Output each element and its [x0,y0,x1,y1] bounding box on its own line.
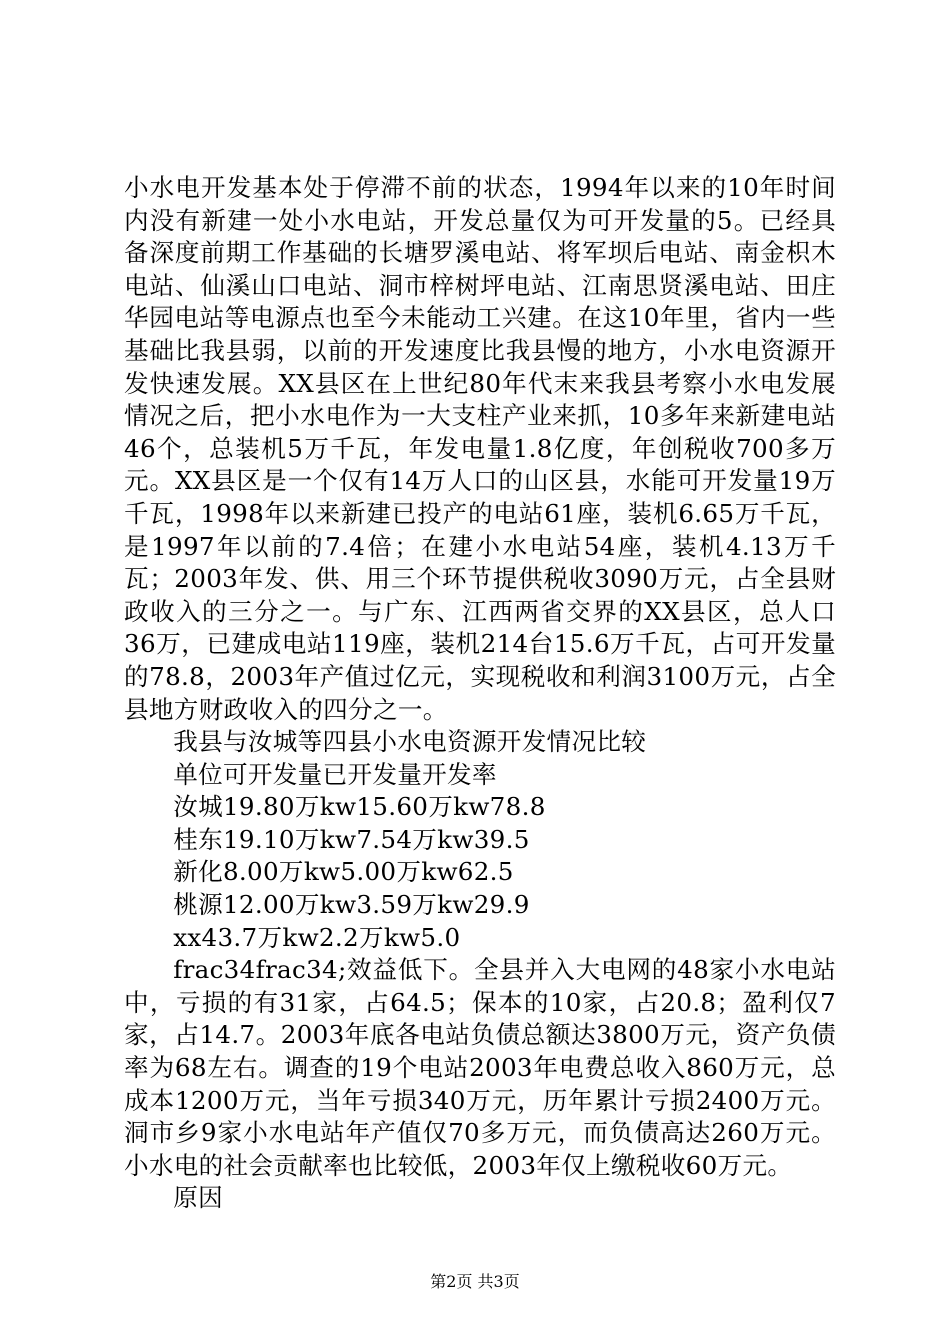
section-heading-reasons: 原因 [173,1183,223,1213]
table-header-row: 单位可开发量已开发量开发率 [173,759,497,789]
paragraph-low-efficiency: frac34frac34;效益低下。全县并入大电网的48家小水电站中，亏损的有31家，占64.5；保本的10家，占20.8；盈利仅7家，占14.7。2003年底各电站负债总额达3800万元，资产负债率为68左右。调查的19个电站2003年电费总收入860万元，总成本1200万元，当年亏损340万元，历年累计亏损2400万元。洞市乡9家小水电站年产值仅70多万元，而负债高达260万元。小水电的社会贡献率也比较低，2003年仅上缴税收60万元。 [124,955,836,1180]
table-row-rucheng: 汝城19.80万kw15.60万kw78.8 [173,792,546,822]
paragraph-development-status: 小水电开发基本处于停滞不前的状态，1994年以来的10年时间内没有新建一处小水电站，开发总量仅为可开发量的5。已经具备深度前期工作基础的长塘罗溪电站、将军坝后电站、南金枳木电站、仙溪山口电站、洞市梓树坪电站、江南思贤溪电站、田庄华园电站等电源点也至今未能动工兴建。在这10年里，省内一些基础比我县弱，以前的开发速度比我县慢的地方，小水电资源开发快速发展。XX县区在上世纪80年代末来我县考察小水电发展情况之后，把小水电作为一大支柱产业来抓，10多年来新建电站46个，总装机5万千瓦，年发电量1.8亿度，年创税收700多万元。XX县区是一个仅有14万人口的山区县，水能可开发量19万千瓦，1998年以来新建已投产的电站61座，装机6.65万千瓦，是1997年以前的7.4倍；在建小水电站54座，装机4.13万千瓦；2003年发、供、用三个环节提供税收3090万元，占全县财政收入的三分之一。与广东、江西两省交界的XX县区，总人口36万，已建成电站119座，装机214台15.6万千瓦，占可开发量的78.8，2003年产值过亿元，实现税收和利润3100万元，占全县地方财政收入的四分之一。 [124,173,836,724]
table-row-xinhua: 新化8.00万kw5.00万kw62.5 [173,857,514,887]
document-body [124,172,836,1215]
table-row-xx: xx43.7万kw2.2万kw5.0 [173,922,461,952]
table-row-taoyuan: 桃源12.00万kw3.59万kw29.9 [173,890,530,920]
page-footer: 第2页 共3页 [430,1272,520,1291]
table-title: 我县与汝城等四县小水电资源开发情况比较 [173,727,647,757]
table-row-guidong: 桂东19.10万kw7.54万kw39.5 [173,824,530,854]
